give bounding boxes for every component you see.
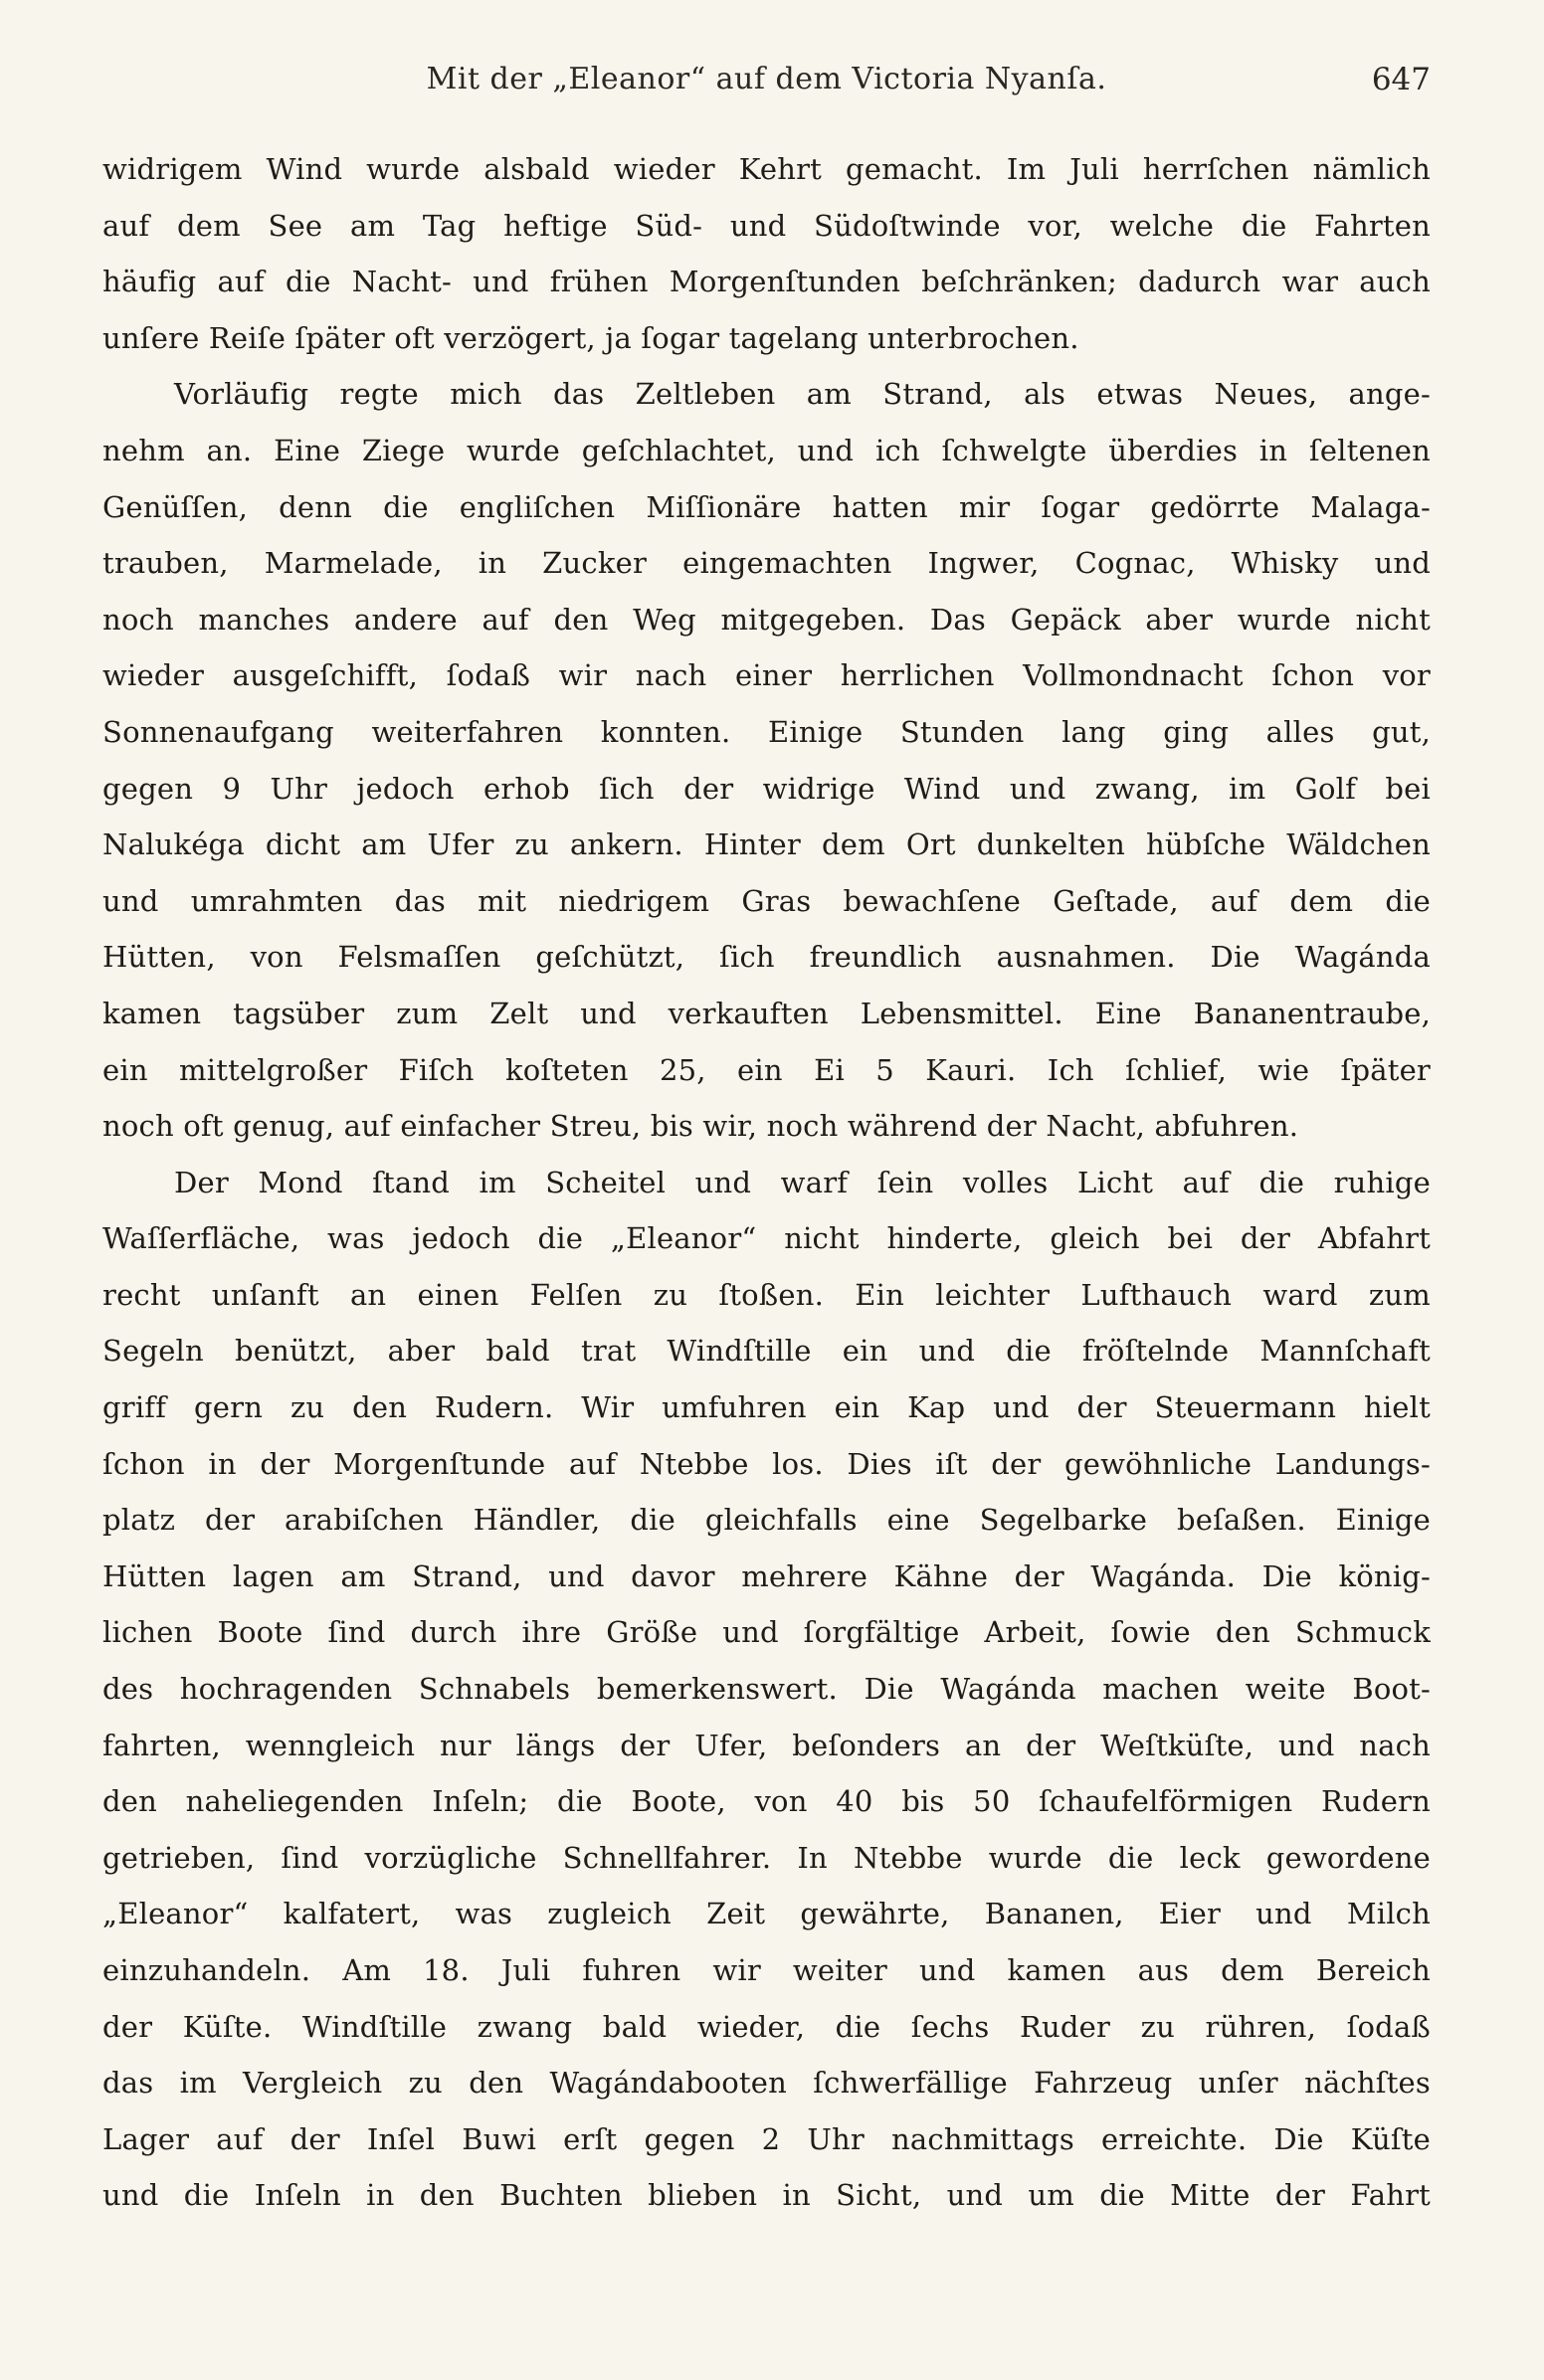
text-line: der Küſte. Windſtille zwang bald wieder, die ſechs Ruder zu rühren, ſodaß xyxy=(102,2009,1431,2044)
text-line: Lager auf der Inſel Buwi erſt gegen 2 Uhr nachmittags erreichte. Die Küſte xyxy=(102,2121,1431,2156)
text-line: häufig auf die Nacht- und frühen Morgenſtunden beſchränken; dadurch war auch xyxy=(102,265,1431,299)
text-line: Sonnenaufgang weiterfahren konnten. Einige Stunden lang ging alles gut, xyxy=(102,714,1431,749)
text-line: Hütten, von Felsmaſſen geſchützt, ſich freundlich ausnahmen. Die Wagánda xyxy=(102,940,1431,975)
text-line: nehm an. Eine Ziege wurde geſchlachtet, und ich ſchwelgte überdies in ſeltenen xyxy=(102,433,1431,467)
text-line: noch manches andere auf den Weg mitgegeben. Das Gepäck aber wurde nicht xyxy=(102,602,1431,637)
text-line: ſchon in der Morgenſtunde auf Ntebbe los. Dies iſt der gewöhnliche Landungs- xyxy=(102,1446,1431,1481)
text-line: lichen Boote ſind durch ihre Größe und ſorgfältige Arbeit, ſowie den Schmuck xyxy=(102,1615,1431,1650)
text-line: Hütten lagen am Strand, und davor mehrere Kähne der Wagánda. Die könig- xyxy=(102,1558,1431,1593)
text-line: trauben, Marmelade, in Zucker eingemachten Ingwer, Cognac, Whisky und xyxy=(102,546,1431,581)
text-line: das im Vergleich zu den Wagándabooten ſchwerfällige Fahrzeug unſer nächſtes xyxy=(102,2066,1431,2101)
text-line: Segeln benützt, aber bald trat Windſtille ein und die fröſtelnde Mannſchaft xyxy=(102,1334,1431,1369)
text-line: des hochragenden Schnabels bemerkenswert. Die Wagánda machen weite Boot- xyxy=(102,1672,1431,1707)
text-line: kamen tagsüber zum Zelt und verkauften Lebensmittel. Eine Bananentraube, xyxy=(102,996,1431,1030)
text-line: Der Mond ſtand im Scheitel und warf ſein volles Licht auf die ruhige xyxy=(174,1165,1431,1199)
text-line: auf dem See am Tag heftige Süd- und Südoſtwinde vor, welche die Fahrten xyxy=(102,208,1431,243)
page-number: 647 xyxy=(1371,62,1431,97)
body-text xyxy=(102,141,1431,2224)
text-line: einzuhandeln. Am 18. Juli fuhren wir weiter und kamen aus dem Bereich xyxy=(102,1953,1431,1987)
text-line: „Eleanor“ kalfatert, was zugleich Zeit gewährte, Bananen, Eier und Milch xyxy=(102,1897,1431,1931)
text-line: griff gern zu den Rudern. Wir umfuhren ein Kap und der Steuermann hielt xyxy=(102,1390,1431,1425)
text-line: den naheliegenden Inſeln; die Boote, von 40 bis 50 ſchaufelförmigen Rudern xyxy=(102,1784,1431,1819)
text-line: widrigem Wind wurde alsbald wieder Kehrt gemacht. Im Juli herrſchen nämlich xyxy=(102,152,1431,186)
text-line: und die Inſeln in den Buchten blieben in Sicht, und um die Mitte der Fahrt xyxy=(102,2178,1431,2213)
text-line: wieder ausgeſchifft, ſodaß wir nach einer herrlichen Vollmondnacht ſchon vor xyxy=(102,658,1431,693)
text-line: Nalukéga dicht am Ufer zu ankern. Hinter dem Ort dunkelten hübſche Wäldchen xyxy=(102,827,1431,862)
text-line: noch oft genug, auf einfacher Streu, bis wir, noch während der Nacht, abfuhren. xyxy=(102,1109,1299,1144)
text-line: recht unſanft an einen Felſen zu ſtoßen. Ein leichter Lufthauch ward zum xyxy=(102,1277,1431,1312)
text-line: und umrahmten das mit niedrigem Gras bewachſene Geſtade, auf dem die xyxy=(102,883,1431,918)
text-line: fahrten, wenngleich nur längs der Ufer, beſonders an der Weſtküſte, und nach xyxy=(102,1728,1431,1762)
text-line: Waſſerfläche, was jedoch die „Eleanor“ nicht hinderte, gleich bei der Abfahrt xyxy=(102,1221,1431,1256)
text-line: unſere Reiſe ſpäter oft verzögert, ja ſogar tagelang unterbrochen. xyxy=(102,320,1079,355)
text-line: Genüſſen, denn die engliſchen Miſſionäre hatten mir ſogar gedörrte Malaga- xyxy=(102,489,1431,524)
running-header xyxy=(102,62,1431,101)
text-line: getrieben, ſind vorzügliche Schnellfahrer. In Ntebbe wurde die leck gewordene xyxy=(102,1840,1431,1875)
running-title: Mit der „Eleanor“ auf dem Victoria Nyanſa. xyxy=(426,62,1107,96)
text-line: gegen 9 Uhr jedoch erhob ſich der widrige Wind und zwang, im Golf bei xyxy=(102,771,1431,806)
text-line: Vorläufig regte mich das Zeltleben am Strand, als etwas Neues, ange- xyxy=(174,377,1431,412)
text-line: ein mittelgroßer Fiſch koſteten 25, ein Ei 5 Kauri. Ich ſchlief, wie ſpäter xyxy=(102,1052,1431,1087)
text-line: platz der arabiſchen Händler, die gleichfalls eine Segelbarke beſaßen. Einige xyxy=(102,1503,1431,1538)
